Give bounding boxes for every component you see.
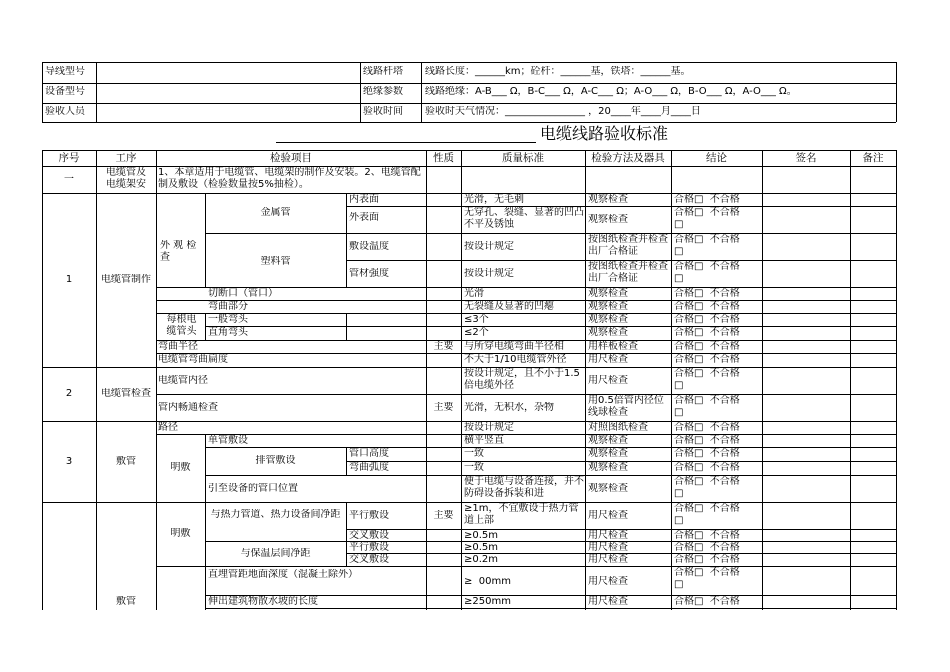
insulation-cross-label: 交叉敷设 (349, 554, 389, 565)
single-pipe-label: 单管敷设 (208, 435, 248, 446)
bend-radius-nature: 主要 (433, 341, 454, 352)
insulation-clearance-label: 与保温层间净距 (240, 548, 311, 559)
pipe-mouth-height-method: 观察检查 (588, 448, 628, 459)
outer-surface-label: 外表面 (349, 212, 379, 223)
inspection-time-label: 验收时间 (363, 106, 403, 117)
bend-flatness-method: 用尺检查 (588, 354, 628, 365)
device-pipe-mouth-method: 观察检查 (588, 483, 628, 494)
section-1-process: 电缆管制作 (101, 274, 151, 285)
inner-surface-result: 合格□ 不合格 (674, 194, 740, 205)
insulation-cross-method: 用尺检查 (588, 554, 628, 565)
single-pipe-method: 观察检查 (588, 435, 628, 446)
right-angle-elbow-standard: ≤2个 (464, 327, 489, 338)
pipe-flow-result: 合格□ 不合格 □ (674, 395, 740, 418)
cut-end-label: 切断口（管口） (208, 288, 278, 299)
device-pipe-mouth-standard: 便于电缆与设备连接，并不防碍设备拆装和进 (464, 476, 584, 499)
col-header-no: 序号 (58, 152, 80, 164)
inspector-label: 验收人员 (45, 106, 85, 117)
heat-cross-label: 交叉敷设 (349, 530, 389, 541)
appearance-check-label: 外 观 检 查 (160, 240, 197, 263)
cut-end-standard: 光滑 (464, 288, 484, 299)
section-3-no: 3 (65, 456, 73, 467)
single-pipe-standard: 横平竖直 (464, 435, 504, 446)
burial-depth-standard: ≥ 00mm (464, 576, 511, 587)
pipe-flow-check-label: 管内畅通检查 (158, 402, 218, 413)
col-header-standard: 质量标准 (502, 152, 544, 164)
right-angle-elbow-method: 观察检查 (588, 327, 628, 338)
surface-laying-label-2: 明敷 (170, 528, 191, 539)
pipe-strength-label: 管材强度 (349, 268, 389, 279)
inner-diameter-label: 电缆管内径 (158, 375, 208, 386)
col-header-nature: 性质 (433, 152, 454, 164)
laying-temp-result: 合格□ 不合格 □ (674, 234, 740, 257)
per-pipe-elbow-label: 每根电 缆管头 (166, 314, 197, 337)
apron-length-result: 合格□ 不合格 (674, 596, 740, 607)
metal-pipe-label: 金属管 (260, 207, 291, 218)
pipe-flow-standard: 光滑，无积水，杂物 (464, 402, 554, 413)
bend-part-result: 合格□ 不合格 (674, 301, 740, 312)
section-4-process: 敷管 (116, 596, 136, 607)
col-header-process: 工序 (115, 152, 137, 164)
insulation-parallel-result: 合格□ 不合格 (674, 542, 740, 553)
plastic-pipe-label: 塑料管 (260, 256, 291, 267)
page-title: 电缆线路验收标准 (540, 124, 669, 143)
device-pipe-mouth-result: 合格□ 不合格 □ (674, 476, 740, 499)
pipe-mouth-height-result: 合格□ 不合格 (674, 448, 740, 459)
burial-depth-method: 用尺检查 (588, 576, 628, 587)
section-1-no: 1 (65, 274, 73, 285)
pipe-flow-nature: 主要 (433, 402, 454, 413)
bend-arc-standard: 一致 (464, 462, 484, 473)
inner-surface-method: 观察检查 (588, 194, 628, 205)
pipe-strength-standard: 按设计规定 (464, 268, 514, 279)
heat-cross-method: 用尺检查 (588, 530, 628, 541)
pipe-flow-method: 用0.5倍管内径位线球检查 (588, 395, 664, 418)
bend-radius-label: 弯曲半径 (158, 341, 198, 352)
heat-parallel-method: 用尺检查 (588, 510, 628, 521)
bend-flatness-label: 电缆管弯曲扁度 (158, 354, 228, 365)
weather-date-value: 验收时天气情况：________________ ，20____年____月____日 (425, 106, 701, 117)
outer-surface-result: 合格□ 不合格 □ (674, 207, 740, 230)
pipe-strength-method: 按图纸检查并检查出厂合格证 (588, 261, 668, 284)
insulation-parallel-standard: ≥0.5m (464, 542, 499, 553)
right-angle-elbow-label: 直角弯头 (208, 327, 248, 338)
col-header-method: 检验方法及器具 (591, 152, 665, 164)
surface-laying-label: 明敷 (170, 462, 191, 473)
pipe-mouth-height-standard: 一致 (464, 448, 484, 459)
inner-surface-label: 内表面 (349, 194, 379, 205)
device-pipe-mouth-label: 引至设备的管口位置 (208, 483, 298, 494)
outer-surface-standard: 无穿孔、裂缝、显著的凹凸不平及锈蚀 (464, 207, 584, 230)
insulation-value: 线路绝缘：A-B___ Ω，B-C___ Ω，A-C___ Ω；A-O___ Ω，B-O___ Ω，A-O___ Ω。 (425, 86, 797, 97)
normal-elbow-standard: ≤3个 (464, 314, 489, 325)
section-0-no: 一 (64, 174, 74, 185)
col-header-conclusion: 结论 (706, 152, 727, 164)
bend-part-label: 弯曲部分 (208, 301, 248, 312)
line-length-value: 线路长度：______km；砼杆：______基，铁塔：______基。 (425, 66, 691, 77)
heat-parallel-nature: 主要 (433, 510, 454, 521)
insulation-cross-result: 合格□ 不合格 (674, 554, 740, 565)
insulation-param-label: 绝缘参数 (363, 86, 403, 97)
cut-end-result: 合格□ 不合格 (674, 288, 740, 299)
line-tower-label: 线路杆塔 (363, 66, 403, 77)
right-angle-elbow-result: 合格□ 不合格 (674, 327, 740, 338)
inner-surface-standard: 光滑，无毛刺 (464, 194, 524, 205)
section-2-process: 电缆管检查 (101, 388, 151, 399)
inner-diameter-standard: 按设计规定，且不小于1.5倍电缆外径 (464, 368, 580, 391)
normal-elbow-label: 一般弯头 (208, 314, 248, 325)
bend-flatness-standard: 不大于1/10电缆管外径 (464, 354, 567, 365)
section-3-process: 敷管 (116, 456, 136, 467)
bend-radius-method: 用样板检查 (588, 341, 638, 352)
insulation-parallel-method: 用尺检查 (588, 542, 628, 553)
col-header-signature: 签名 (795, 152, 817, 164)
equipment-model-label: 设备型号 (45, 86, 85, 97)
heat-parallel-result: 合格□ 不合格 □ (674, 503, 740, 526)
heat-parallel-standard: ≥1m，不宜敷设于热力管道上部 (464, 503, 579, 526)
route-method: 对照图纸检查 (588, 422, 648, 433)
single-pipe-result: 合格□ 不合格 (674, 435, 740, 446)
route-result: 合格□ 不合格 (674, 422, 740, 433)
bend-part-standard: 无裂缝及显著的凹瘪 (464, 301, 554, 312)
bend-part-method: 观察检查 (588, 301, 628, 312)
col-header-item: 检验项目 (270, 152, 312, 164)
laying-temp-label: 敷设温度 (349, 241, 389, 252)
pipe-strength-result: 合格□ 不合格 □ (674, 261, 740, 284)
section-0-process: 电缆管及 电缆架安 (106, 167, 146, 190)
cut-end-method: 观察检查 (588, 288, 628, 299)
route-standard: 按设计规定 (464, 422, 514, 433)
heat-pipe-clearance-label: 与热力管道、热力设备间净距 (210, 509, 341, 520)
section-0-description: 1、本章适用于电缆管、电缆架的制作及安装。2、电缆管配制及敷设（检验数量按5%抽检）。 (158, 167, 421, 190)
bend-radius-standard: 与所穿电缆弯曲半径相 (464, 341, 564, 352)
burial-depth-result: 合格□ 不合格 □ (674, 567, 740, 590)
heat-parallel-label: 平行敷设 (349, 510, 389, 521)
section-2-no: 2 (65, 388, 73, 399)
bend-arc-result: 合格□ 不合格 (674, 462, 740, 473)
insulation-cross-standard: ≥0.2m (464, 554, 499, 565)
heat-cross-standard: ≥0.5m (464, 530, 499, 541)
apron-length-standard: ≥250mm (464, 596, 511, 607)
apron-length-method: 用尺检查 (588, 596, 628, 607)
insulation-parallel-label: 平行敷设 (349, 542, 389, 553)
bend-arc-label: 弯曲弧度 (349, 462, 389, 473)
bend-arc-method: 观察检查 (588, 462, 628, 473)
laying-temp-standard: 按设计规定 (464, 241, 514, 252)
outer-surface-method: 观察检查 (588, 214, 628, 225)
wire-model-label: 导线型号 (45, 66, 85, 77)
inner-diameter-result: 合格□ 不合格 □ (674, 368, 740, 391)
pipe-mouth-height-label: 管口高度 (349, 448, 389, 459)
burial-depth-label: 直埋管距地面深度（混凝土除外） (208, 569, 358, 580)
route-label: 路径 (158, 422, 178, 433)
apron-length-label: 伸出建筑物散水坡的长度 (208, 596, 318, 607)
normal-elbow-result: 合格□ 不合格 (674, 314, 740, 325)
row-pipe-label: 排管敷设 (255, 455, 296, 466)
heat-cross-result: 合格□ 不合格 (674, 530, 740, 541)
inner-diameter-method: 用尺检查 (588, 375, 628, 386)
bend-flatness-result: 合格□ 不合格 (674, 354, 740, 365)
normal-elbow-method: 观察检查 (588, 314, 628, 325)
bend-radius-result: 合格□ 不合格 (674, 341, 740, 352)
col-header-remark: 备注 (862, 152, 884, 164)
laying-temp-method: 按图纸检查并检查出厂合格证 (588, 234, 668, 257)
